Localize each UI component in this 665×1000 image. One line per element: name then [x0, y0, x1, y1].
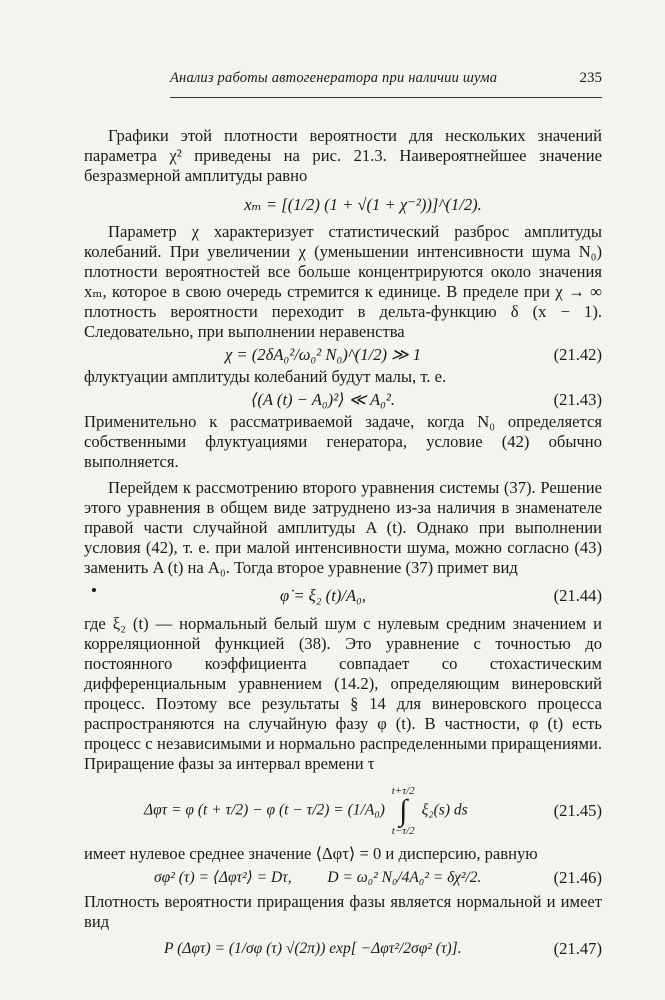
- equation-21-46-formula: [84, 868, 532, 888]
- integral-lower-limit: t−τ/2: [391, 825, 415, 837]
- print-mark: [92, 588, 96, 592]
- equation-21-46-part1: σφ² (τ) = ⟨Δφτ²⟩ = Dτ,: [154, 869, 292, 886]
- paragraph-3: флуктуации амплитуды колебаний будут малы, т. е.: [84, 367, 447, 386]
- equation-21-45-number: (21.45): [553, 801, 602, 820]
- page-body: [84, 126, 602, 966]
- equation-21-47-number: (21.47): [553, 939, 602, 958]
- equation-21-46: [84, 864, 602, 892]
- paragraph-2: Параметр χ характеризует статистический разброс амплитуды колебаний. При увеличении χ (уменьшении интенсивности шума N₀) плотности вероятностей все больше концентрируются около значения xₘ, которое в свою очередь стремится к единице. В пределе при χ → ∞ плотность вероятности переходит в дельта-функцию δ (x − 1). Следовательно, при выполнении неравенства: [84, 222, 602, 341]
- equation-21-42-formula: χ = (2δA₀²/ω₀² N₀)^(1/2) ≫ 1: [224, 344, 421, 364]
- equation-21-43: [84, 387, 602, 412]
- header-rule: [170, 97, 602, 98]
- equation-21-42: [84, 342, 602, 367]
- equation-21-44-number: (21.44): [553, 586, 602, 605]
- equation-21-43-formula: ⟨(A (t) − A₀)²⟩ ≪ A₀².: [250, 389, 396, 409]
- running-title: Анализ работы автогенератора при наличии шума: [170, 70, 498, 86]
- equation-21-44: [84, 578, 602, 614]
- equation-21-45-formula: [84, 785, 532, 837]
- equation-21-46-number: (21.46): [553, 868, 602, 887]
- paragraph-6: где ξ₂ (t) — нормальный белый шум с нулевым средним значением и корреляционной функцией (38). Это уравнение с точностью до постоянного коэффициента совпадает со стохастическим дифференциальным уравнением (14.2), определяющим винеровский процесс. Поэтому все результаты § 14 для винеровского процесса распространяются на случайную фазу φ (t). В частности, φ (t) есть процесс с независимыми и нормально распределенными приращениями. Приращение фазы за интервал времени τ: [84, 614, 602, 773]
- paragraph-5: Перейдем к рассмотрению второго уравнения системы (37). Решение этого уравнения в общем виде затруднено из-за наличия в знаменателе правой части случайной амплитуды A (t). Однако при выполнении условия (42), т. е. при малой интенсивности шума, можно согласно (43) заменить A (t) на A₀. Тогда второе уравнение (37) примет вид: [84, 478, 602, 577]
- paragraph-4: Применительно к рассматриваемой задаче, когда N₀ определяется собственными флуктуациями генератора, условие (42) обычно выполняется.: [84, 412, 602, 471]
- paragraph-8: Плотность вероятности приращения фазы является нормальной и имеет вид: [84, 892, 602, 931]
- equation-21-47: [84, 932, 602, 966]
- integral-sign: t+τ/2 ∫ t−τ/2: [391, 785, 415, 837]
- paragraph-1: Графики этой плотности вероятности для нескольких значений параметра χ² приведены на рис. 21.3. Наивероятнейшее значение безразмерной амплитуды равно: [84, 126, 602, 185]
- running-header: [170, 70, 602, 87]
- equation-21-44-formula: φ̇ = ξ₂ (t)/A₀,: [279, 586, 367, 605]
- paragraph-7: имеет нулевое среднее значение ⟨Δφτ⟩ = 0 и дисперсию, равную: [84, 844, 538, 863]
- equation-21-47-formula: P (Δφτ) = (1/σφ (τ) √(2π)) exp[ −Δφτ²/2σφ² (τ)].: [164, 940, 462, 957]
- equation-21-45-left: Δφτ = φ (t + τ/2) − φ (t − τ/2) = (1/A₀): [144, 801, 385, 819]
- equation-21-43-number: (21.43): [553, 389, 602, 409]
- equation-21-45-integrand: ξ₂(s) ds: [421, 801, 468, 819]
- equation-21-45: [84, 778, 602, 844]
- equation-xm: [84, 188, 602, 222]
- page-number: 235: [579, 70, 602, 86]
- equation-21-42-number: (21.42): [553, 344, 602, 364]
- equation-21-46-part2: D = ω₀² N₀/4A₀² = δχ²/2.: [327, 869, 482, 886]
- integral-upper-limit: t+τ/2: [391, 785, 415, 797]
- equation-xm-formula: xₘ = [(1/2) (1 + √(1 + χ⁻²))]^(1/2).: [244, 195, 482, 214]
